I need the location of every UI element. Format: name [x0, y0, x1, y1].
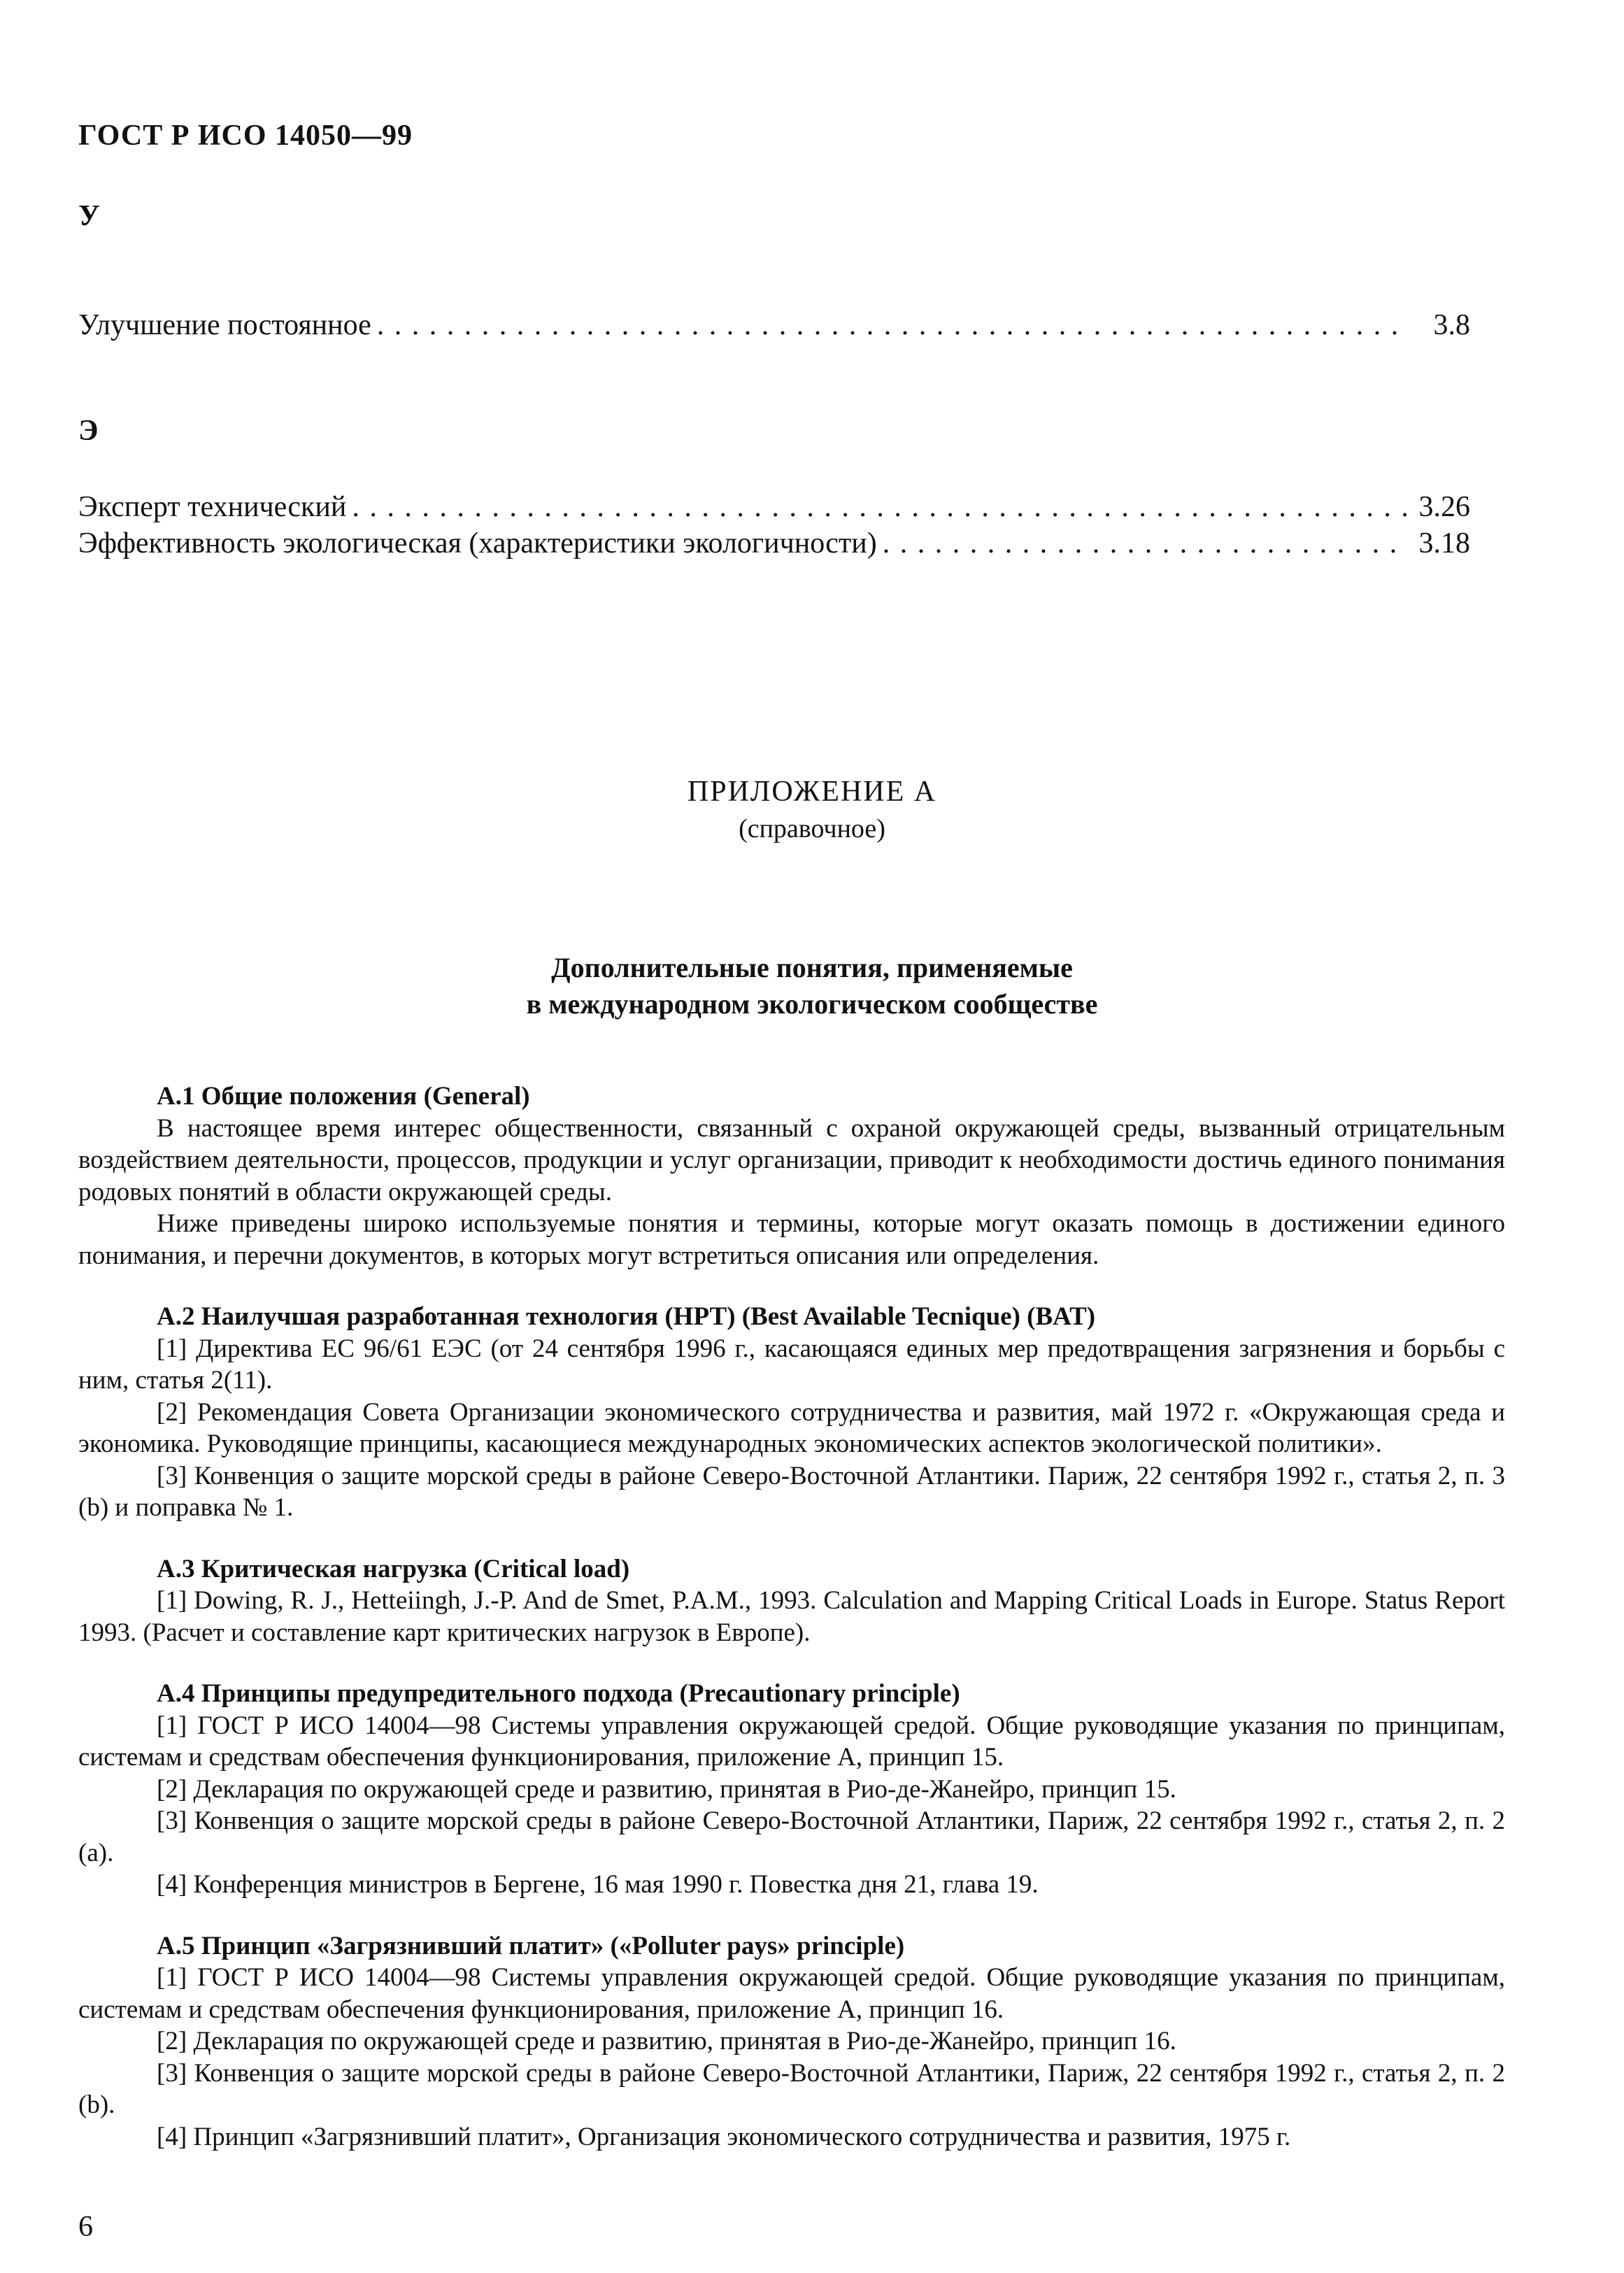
- index-ref: 3.8: [1433, 309, 1470, 341]
- document-code: ГОСТ Р ИСО 14050—99: [78, 120, 413, 152]
- paragraph: [3] Конвенция о защите морской среды в районе Северо-Восточной Атлантики. Париж, 22 сентября 1992 г., статья 2, п. 3 (b) и поправка № 1.: [78, 1461, 1505, 1522]
- paragraph: [2] Рекомендация Совета Организации экономического сотрудничества и развития, май 1972 г. «Окружающая среда и экономика. Руководящие принципы, касающиеся международных экономических аспектов экологической политики».: [78, 1397, 1505, 1458]
- index-term: Эксперт технический: [78, 491, 347, 523]
- index-ref: 3.26: [1418, 491, 1470, 523]
- appendix-title: ПРИЛОЖЕНИЕ А: [687, 776, 937, 808]
- section-a1: [78, 1081, 1505, 1271]
- paragraph: В настоящее время интерес общественности, связанный с охраной окружающей среды, вызванный отрицательным воздействием деятельности, процессов, продукции и услуг организации, приводит к необходимости достичь единого понимания родовых понятий в области окружающей среды.: [78, 1113, 1505, 1206]
- paragraph: [2] Декларация по окружающей среде и развитию, принятая в Рио-де-Жанейро, принцип 15.: [157, 1774, 1176, 1804]
- dot-leader: [883, 526, 1409, 561]
- paragraph: [1] ГОСТ Р ИСО 14004—98 Системы управления окружающей средой. Общие руководящие указания по принципам, системам и средствам обеспечения функционирования, приложение А, принцип 16.: [78, 1963, 1505, 2024]
- paragraph: Ниже приведены широко используемые понятия и термины, которые могут оказать помощь в достижении единого понимания, и перечни документов, в которых могут встретиться описания или определения.: [78, 1209, 1505, 1270]
- appendix-heading-line: Дополнительные понятия, применяемые: [551, 952, 1073, 983]
- index-term: Улучшение постоянное: [78, 309, 371, 341]
- section-title: А.5 Принцип «Загрязнивший платит» («Polluter pays» principle): [157, 1931, 905, 1960]
- paragraph: [1] Директива ЕС 96/61 ЕЭС (от 24 сентября 1996 г., касающаяся единых мер предотвращения загрязнения и борьбы с ним, статья 2(11).: [78, 1334, 1505, 1395]
- index-entry: [78, 526, 1470, 561]
- paragraph: [1] Dowing, R. J., Hetteiingh, J.-P. And de Smet, P.A.M., 1993. Calculation and Mapping Critical Loads in Europe. Status Report 1993. (Расчет и составление карт критических нагрузок в Европе).: [78, 1586, 1505, 1647]
- appendix-heading: [0, 950, 1624, 1023]
- page-number: 6: [78, 2211, 93, 2243]
- section-title: А.4 Принципы предупредительного подхода (Precautionary principle): [157, 1679, 960, 1708]
- section-a3: [78, 1553, 1505, 1649]
- index-term: Эффективность экологическая (характеристики экологичности): [78, 527, 877, 560]
- index-entry: [78, 308, 1470, 343]
- section-a5: [78, 1930, 1505, 2153]
- appendix-heading-line: в международном экологическом сообществе: [526, 988, 1098, 1020]
- dot-leader: [377, 308, 1409, 343]
- index-letter-u: У: [78, 200, 100, 232]
- section-a2: [78, 1301, 1505, 1524]
- section-title: А.3 Критическая нагрузка (Critical load): [157, 1554, 630, 1583]
- paragraph: [2] Декларация по окружающей среде и развитию, принятая в Рио-де-Жанейро, принцип 16.: [157, 2027, 1176, 2055]
- section-title: А.1 Общие положения (General): [157, 1082, 530, 1111]
- index-letter-e: Э: [78, 415, 99, 447]
- appendix-subtitle: (справочное): [739, 814, 885, 843]
- paragraph: [3] Конвенция о защите морской среды в районе Северо-Восточной Атлантики, Париж, 22 сентября 1992 г., статья 2, п. 2 (а).: [78, 1807, 1505, 1867]
- section-title: А.2 Наилучшая разработанная технология (НРТ) (Best Available Tecnique) (BAT): [157, 1302, 1096, 1331]
- section-a4: [78, 1678, 1505, 1901]
- paragraph: [4] Принцип «Загрязнивший платит», Организация экономического сотрудничества и развития, 1975 г.: [157, 2122, 1291, 2151]
- dot-leader: [352, 490, 1409, 525]
- paragraph: [1] ГОСТ Р ИСО 14004—98 Системы управления окружающей средой. Общие руководящие указания по принципам, системам и средствам обеспечения функционирования, приложение А, принцип 15.: [78, 1711, 1505, 1772]
- index-ref: 3.18: [1418, 527, 1470, 560]
- paragraph: [3] Конвенция о защите морской среды в районе Северо-Восточной Атлантики, Париж, 22 сентября 1992 г., статья 2, п. 2 (b).: [78, 2058, 1505, 2119]
- paragraph: [4] Конференция министров в Бергене, 16 мая 1990 г. Повестка дня 21, глава 19.: [157, 1870, 1039, 1899]
- appendix-body: [78, 1081, 1505, 2153]
- index-entry: [78, 490, 1470, 525]
